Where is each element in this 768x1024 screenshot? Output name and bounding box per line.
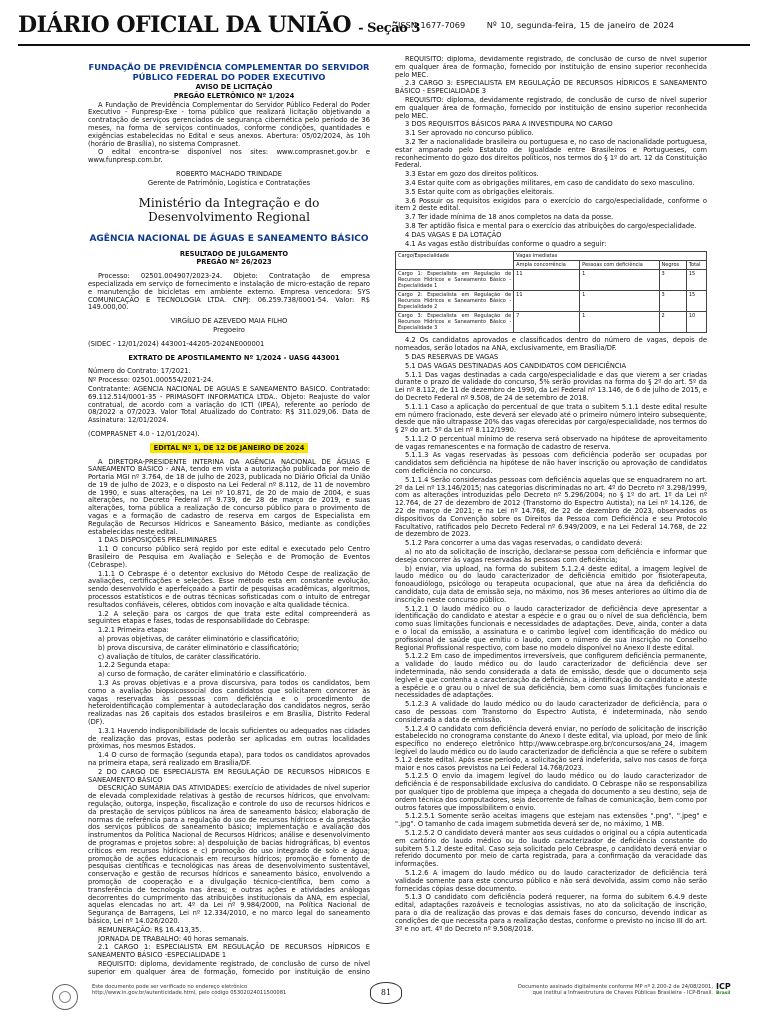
paragraph: 5.1.2.6 A imagem do laudo médico ou do laudo caracterizador de deficiência terá validade somente para este concurso público e não será devolvida, assim como não serão fornecidas cópias desse documento. [395,868,707,893]
paragraph: b) prova discursiva, de caráter eliminatório e classificatório; [98,643,300,652]
journal-name: DIÁRIO OFICIAL DA UNIÃO [18,12,352,38]
paragraph: 5.1.1.3 As vagas reservadas às pessoas com deficiência poderão ser ocupadas por candidatos sem deficiência na hipótese de não haver inscrição ou aprovação de candidatos com deficiência no concurso. [395,451,707,476]
paragraph: REQUISITO: diploma, devidamente registrado, de conclusão de curso de nível superior em qualquer área de formação, fornecido por instituição de ensino [88,959,370,976]
table-cell: 7 [514,312,580,333]
paragraph: 1.2.1 Primeira etapa: [98,626,169,635]
table-cell: 1 [580,270,659,291]
table-cell: 11 [514,291,580,312]
comprasnet-ref: (COMPRASNET 4.0 - 12/01/2024). [88,429,200,438]
table-header-cell: Cargo/Especialidade [396,252,514,270]
footer-line: Documento assinado digitalmente conforme MP nº 2.200-2 de 24/08/2001, [517,984,713,990]
issue-meta [398,20,692,30]
paragraph: 3.3 Estar em gozo dos direitos políticos. [405,170,539,179]
table-row [396,291,707,312]
edital-body [88,459,370,977]
footer-signature-note [495,984,713,997]
signer-role: Gerente de Patrimônio, Logística e Contratações [147,178,311,187]
funpresp-org-title: FUNDAÇÃO DE PREVIDÊNCIA COMPLEMENTAR DO SERVIDOR PÚBLICO FEDERAL DO PODER EXECUTIVO [88,62,370,82]
table-cell: 3 [659,270,686,291]
paragraph: 1 DAS DISPOSIÇÕES PRELIMINARES [98,536,217,545]
paragraph: 4.1 As vagas estão distribuídas conforme o quadro a seguir: [405,239,607,248]
table-cell: 15 [686,270,706,291]
paragraph: 5 DAS RESERVAS DE VAGAS [405,352,499,361]
paragraph: A DIRETORA-PRESIDENTE INTERINA DA AGÊNCIA NACIONAL DE ÁGUAS E SANEAMENTO BÁSICO - ANA, tendo em vista a autorização publicada por meio de Portaria MGI nº 3.764, de 18 de julho de 2023, publicada no Diário Oficial da União de 19 de julho de 2023, e o disposto na Lei Federal nº 8.112, de 11 de novembro de 1990, e suas alterações, na Lei nº 10.871, de 20 de maio de 2004, e suas alterações, no Decreto Federal nº 9.739, de 28 de março de 2019, e suas alterações, torna pública a realização de concurso público para o provimento de vagas e a formação de cadastro de reserva em cargos de Especialista em Regulação de Recursos Hídricos e Saneamento Básico, mediante as condições estabelecidas neste edital. [88,457,370,536]
paragraph: b) enviar, via upload, na forma do subitem 5.1.2.4 deste edital, a imagem legível de laudo médico ou do laudo caracterizador de deficiência emitido por fisioterapeuta, fonoaudiólogo, psicólogo ou terapeuta ocupacional, que atue na área da deficiência do candidato, cuja data de emissão seja, no máximo, nos 36 meses anteriores ao último dia de inscrição neste concurso público. [395,564,707,604]
paragraph: 3.2 Ter a nacionalidade brasileira ou portuguesa e, no caso de nacionalidade portuguesa, estar amparado pelo Estatuto de Igualdade entre Brasileiros e Portugueses, com reconhecimento do gozo dos direitos políticos, nos termos do § 1º do art. 12 da Constituição Federal. [395,137,707,170]
page-footer [0,980,768,1024]
header-rule [18,44,750,46]
paragraph: 5.1.2 Para concorrer a uma das vagas reservadas, o candidato deverá: [405,539,643,548]
paragraph: 1.2.2 Segunda etapa: [98,661,171,670]
paragraph: REMUNERAÇÃO: R$ 16.413,35. [98,925,202,934]
pregao-title: PREGÃO ELETRÔNICO Nº 1/2024 [173,91,295,100]
paragraph: 1.4 O curso de formação (segunda etapa), para todos os candidatos aprovados na primeira etapa, será realizado em Brasília/DF. [88,751,370,767]
table-header-cell: Total [686,261,706,270]
issn: ISSN 1677-7069 [398,20,466,30]
paragraph: 3.8 Ter aptidão física e mental para o exercício das atribuições do cargo/especialidade. [405,221,697,230]
paragraph: 5.1.1.4 Serão consideradas pessoas com deficiência aquelas que se enquadrarem no art. 2º da Lei nº 13.146/2015; nas categorias discriminadas no art. 4º do Decreto nº 3.298/1999, com as alterações introduzidas pelo Decreto nº 5.296/2004; no § 1º do art. 1º da Lei nº 12.764, de 27 de dezembro de 2012 (Transtorno do Espectro Autista); na Lei nº 14.126, de 22 de março de 2021; e na Lei nº 14.768, de 22 de dezembro de 2023, observados os dispositivos da Convenção sobre os Direitos da Pessoa com Deficiência e seu Protocolo Facultativo, ratificados pelo Decreto Federal nº 6.949/2009, e na Lei Federal 14.768, de 22 de dezembro de 2023. [395,475,707,539]
footer-line: que institui a Infraestrutura de Chaves Públicas Brasileira - ICP-Brasil. [532,990,713,997]
table-cell: 11 [514,270,580,291]
paragraph: 5.1.2.3 A validade do laudo médico ou do laudo caracterizador de deficiência, para o caso de pessoas com Transtorno do Espectro Autista, é indeterminada, não sendo considerada a data de emissão. [395,700,707,724]
table-row [396,312,707,333]
extrato-line: Número do Contrato: 17/2021. [88,367,191,376]
table-row [396,270,707,291]
ana-org-title: AGÊNCIA NACIONAL DE ÁGUAS E SANEAMENTO BÁSICO [89,233,369,244]
paragraph: 5.1.1 Das vagas destinadas a cada cargo/especialidade e das que vierem a ser criadas durante o prazo de validade do concurso, 5% serão providas na forma do § 2º do art. 5º da Lei nº 8.112, de 11 de dezembro de 1990, da Lei Federal nº 13.146, de 6 de julho de 2015, e do Decreto Federal nº 9.508, de 24 de setembro de 2018. [395,370,707,402]
issue-number-date: Nº 10, segunda-feira, 15 de janeiro de 2024 [486,20,674,30]
paragraph: 5.1.2.4 O candidato com deficiência deverá enviar, no período de solicitação de inscrição estabelecido no cronograma constante do Anexo I deste edital, via upload, por meio de link específico no endereço eletrônico http://www.cebraspe.org.br/concursos/ana_24, imagem legível do laudo médico ou do laudo caracterizador de deficiência a que se refere o subitem 5.1.2 deste edital. Após esse período, a solicitação será indeferida, salvo nos casos de força maior e nos casos previstos na Lei Federal 14.768/2023. [395,724,707,772]
table-cell: Cargo 3: Especialista em Regulação de Recursos Hídricos e Saneamento Básico - Especialidade 3 [396,312,514,333]
paragraph: 4.2 Os candidatos aprovados e classificados dentro do número de vagas, depois de nomeados, serão lotados na ANA, exclusivamente, em Brasília/DF. [395,336,707,353]
paragraph: REQUISITO: diploma, devidamente registrado, de conclusão de curso de nível superior em qualquer área de formação, fornecido por instituição de ensino superior reconhecida pelo MEC. [395,95,707,120]
ana-paragraph: Processo: 02501.004907/2023-24. Objeto: Contratação de empresa especializada em serviço de fornecimento e instalação de micro-estação de reparo e manutenção de bicicletas em ambiente externo. Empresa vencedora: SYS COMUNICAÇÃO E TECNOLOGIA LTDA. CNPJ: 06.259.738/0001-54. Valor: R$ 149.000,00. [88,272,370,312]
paragraph: 2.3 CARGO 3: ESPECIALISTA EM REGULAÇÃO DE RECURSOS HÍDRICOS E SANEAMENTO BÁSICO - ESPECIALIDADE 3 [395,79,707,96]
icp-text: ICP [716,982,731,991]
left-column [88,56,370,976]
paragraph: JORNADA DE TRABALHO: 40 horas semanais. [98,934,249,943]
pregao-title: PREGÃO Nº 26/2023 [196,258,272,267]
paragraph: a) curso de formação, de caráter eliminatório e classificatório. [98,670,307,679]
table-cell: Cargo 2: Especialista em Regulação de Recursos Hídricos e Saneamento Básico - Especialidade 2 [396,291,514,312]
paragraph: REQUISITO: diploma, devidamente registrado, de conclusão de curso de nível superior em qualquer área de formação, fornecido por instituição de ensino superior reconhecida pelo MEC. [395,56,707,79]
aviso-title: AVISO DE LICITAÇÃO [195,83,273,91]
table-header-cell: Negros [659,261,686,270]
table-header-cell: Ampla concorrência [514,261,580,270]
icp-brasil-logo-icon [716,982,731,996]
paragraph: 5.1.2.5 O envio da imagem legível do laudo médico ou do laudo caracterizador de deficiência é de responsabilidade exclusiva do candidato. O Cebraspe não se responsabiliza por qualquer tipo de problema que impeça a chegada do documento a seu destino, seja de ordem técnica dos computadores, seja decorrente de falhas de comunicação, bem como por outros fatores que impossibilitem o envio. [395,772,707,812]
paragraph: 1.2 A seleção para os cargos de que trata este edital compreenderá as seguintes etapas e fases, todas de responsabilidade do Cebraspe: [88,609,370,626]
extrato-line: Nº Processo: 02501.000554/2021-24. [88,376,214,385]
paragraph: 4 DAS VAGAS E DA LOTAÇÃO [405,230,502,239]
signer-name: VIRGÍLIO DE AZEVEDO MAIA FILHO [170,317,288,326]
ministry-title: Ministério da Integração e do Desenvolvimento Regional [138,195,320,224]
signer-role: Pregoeiro [213,325,245,334]
funpresp-paragraph: A Fundação de Previdência Complementar do Servidor Público Federal do Poder Executivo - Funpresp-Exe - torna público que realizará licitação objetivando a contratação de serviços gerenciados de segurança cibernética pelo período de 36 meses, na forma de serviços continuados, conforme condições, quantidades e exigências estabelecidas no Edital e seus anexos. Abertura: 05/02/2024, às 10h (horário de Brasília), no sistema Comprasnet. [88,100,370,148]
paragraph: 5.1.3 O candidato com deficiência poderá requerer, na forma do subitem 6.4.9 deste edital, adaptações razoáveis e tecnologias assistivas, no ato da solicitação de inscrição, para o dia de realização das provas e das demais fases do concurso, devendo indicar as condições de que necessita para a realização destas, conforme o previsto no inciso III do art. 3º e no art. 4º do Decreto nº 9.508/2018. [395,893,707,933]
table-header-cell: Pessoas com deficiência [580,261,659,270]
edital-body-continued [395,56,707,248]
resultado-title: RESULTADO DE JULGAMENTO [179,249,289,258]
table-header-row [396,252,707,261]
paragraph: DESCRIÇÃO SUMÁRIA DAS ATIVIDADES: exercício de atividades de nível superior de elevada complexidade relativas à gestão de recursos hídricos, que envolvam: regulação, outorga, inspeção, fiscalização e controle do uso de recursos hídricos e da prestação de serviços públicos na área de saneamento básico; elaboração de normas de referência para a regulação do uso de recursos hídricos e da prestação dos serviços públicos de saneamento básico; implementação e avaliação dos instrumentos da Política Nacional de Recursos Hídricos; análise e desenvolvimento de programas e projetos sobre: a) despoluição de bacias hidrográficas, b) eventos críticos em recursos hídricos e c) promoção do uso integrado de solo e água; promoção de ações educacionais em recursos hídricos; promoção e fomento de pesquisas científicas e tecnológicas nas áreas de desenvolvimento sustentável, conservação e gestão de recursos hídricos e saneamento básico, envolvendo a promoção de cooperação e a divulgação técnico-científica, bem como a transferência de tecnologia nas áreas; e outras ações e atividades análogas decorrentes do cumprimento das atribuições institucionais da ANA, em especial, aquelas elencadas no art. 4º da Lei nº 9.984/2000, na Política Nacional de Segurança de Barragens, Lei nº 12.334/2010, e no marco legal do saneamento básico, Lei nº 14.026/2020. [88,784,370,925]
sidec-ref: (SIDEC - 12/01/2024) 443001-44205-2024NE000001 [88,339,265,348]
paragraph: 1.1 O concurso público será regido por este edital e executado pelo Centro Brasileiro de Pesquisa em Avaliação e Seleção e de Promoção de Eventos (Cebraspe). [88,545,370,569]
section-label: - Seção 3 [358,21,420,36]
paragraph: a) no ato da solicitação de inscrição, declarar-se pessoa com deficiência e informar que deseja concorrer às vagas reservadas às pessoas com deficiência; [395,548,707,564]
paragraph: 5.1.2.5.2 O candidato deverá manter aos seus cuidados o original ou a cópia autenticada em cartório do laudo médico ou do laudo caracterizador de deficiência constante do subitem 5.1.2 deste edital. Caso seja solicitado pelo Cebraspe, o candidato deverá enviar o referido documento por meio de carta registrada, para a confirmação da veracidade das informações. [395,828,707,869]
paragraph: 3.5 Estar quite com as obrigações eleitorais. [405,187,555,196]
paragraph: 2.1 CARGO 1: ESPECIALISTA EM REGULAÇÃO DE RECURSOS HÍDRICOS E SANEAMENTO BÁSICO -ESPECIALIDADE 1 [88,943,370,960]
edital-body-continued [395,337,707,933]
paragraph: 1.1.1 O Cebraspe é o detentor exclusivo do Método Cespe de realização de avaliações, certificações e seleções. Esse método esta em constante evolução, sendo desenvolvido e aperfeiçoado a partir de pesquisas acadêmicas, algoritmos, processos estatísticos e de outras técnicas sofisticadas com o intuito de entregar resultados confiáveis, céleres, obtidos com inovação e alta qualidade técnica. [88,569,370,609]
signer-name: ROBERTO MACHADO TRINDADE [175,169,283,178]
table-cell: 3 [659,291,686,312]
paragraph: 1.3 As provas objetivas e a prova discursiva, para todos os candidatos, bem como a avaliação biopsicossocial dos candidatos que solicitarem concorrer às vagas reservadas às pessoas com deficiência e o procedimento de heteroidentificação complementar à autodeclaração dos candidatos negros, serão realizadas nas 26 capitais dos estados brasileiros e em Brasília, Distrito Federal (DF). [88,679,370,726]
paragraph: a) provas objetivas, de caráter eliminatório e classificatório; [98,635,300,644]
extrato-title: EXTRATO DE APOSTILAMENTO Nº 1/2024 - UASG 443001 [128,353,340,362]
paragraph: 2 DO CARGO DE ESPECIALISTA EM REGULAÇÃO DE RECURSOS HÍDRICOS E SANEAMENTO BÁSICO [88,767,370,784]
page-header [0,0,768,56]
footer-line: Este documento pode ser verificado no endereço eletrônico [92,984,248,990]
paragraph: 5.1.2.2 Em caso de impedimentos irreversíveis, que configurem deficiência permanente, a validade do laudo médico ou do laudo caracterizador de deficiência deve ser indeterminada, não sendo considerada a data de emissão, desde que o documento seja legível e que contenha a caracterização da deficiência, a identificação do candidato e ateste a espécie e o grau ou o nível de sua deficiência, bem como suas limitações funcionais e necessidades de adaptações. [395,652,707,700]
footer-line: http://www.in.gov.br/autenticidade.html, pelo código 05302024011500081 [92,990,287,997]
paragraph: 5.1 DAS VAGAS DESTINADAS AOS CANDIDATOS COM DEFICIÊNCIA [405,361,627,370]
paragraph: 3.1 Ser aprovado no concurso público. [405,129,534,138]
paragraph: 5.1.2.5.1 Somente serão aceitas imagens que estejam nas extensões ".png", ".jpeg" e ".jpg". O tamanho de cada imagem submetida deverá ser de, no máximo, 1 MB. [395,812,707,829]
table-cell: 1 [580,291,659,312]
paragraph: 5.1.1.2 O percentual mínimo de reserva será observado na hipótese de aproveitamento de vagas remanescentes e na formação de cadastro de reserva. [395,434,707,451]
paragraph: 3 DOS REQUISITOS BÁSICOS PARA A INVESTIDURA NO CARGO [405,120,613,129]
edital-title-highlight: EDITAL Nº 1, DE 12 DE JANEIRO DE 2024 [150,443,309,453]
table-cell: 15 [686,291,706,312]
paragraph: c) avaliação de títulos, de caráter classificatório. [98,652,261,661]
table-cell: 10 [686,312,706,333]
paragraph: 3.7 Ter idade mínima de 18 anos completos na data da posse. [405,213,614,222]
page-number: 81 [370,982,402,1004]
republic-seal-icon [52,984,78,1010]
footer-verification [92,984,286,997]
paragraph: 3.6 Possuir os requisitos exigidos para o exercício do cargo/especialidade, conforme o item 2 deste edital. [395,196,707,213]
table-cell: Cargo 1: Especialista em Regulação de Recursos Hídricos e Saneamento Básico - Especialidade 1 [396,270,514,291]
icp-sub-text: Brasil [716,991,731,996]
funpresp-paragraph: O edital encontra-se disponível nos sites: www.comprasnet.gov.br e www.funpresp.com.br. [88,148,370,165]
table-cell: 1 [580,312,659,333]
paragraph: 1.3.1 Havendo indisponibilidade de locais suficientes ou adequados nas cidades de realização das provas, estas poderão ser aplicadas em outras localidades próximas, nos mesmos Estados. [88,726,370,751]
table-header-cell: Vagas imediatas [514,252,707,261]
vagas-table [395,251,707,333]
journal-title [18,12,420,38]
paragraph: 5.1.2.1 O laudo médico ou o laudo caracterizador de deficiência deve apresentar a identificação do candidato e atestar a espécie e o grau ou o nível de sua deficiência, bem como suas limitações funcionais e necessidades de adaptações. Deve, ainda, conter a data e o local da emissão, a assinatura e o carimbo legível com identificação do médico ou profissional de saúde que emitiu o laudo, com o número de sua inscrição no Conselho Regional Profissional respectivo, com base no modelo disponível no Anexo II deste edital. [395,604,707,652]
paragraph: 3.4 Estar quite com as obrigações militares, em caso de candidato do sexo masculino. [405,178,695,187]
table-cell: 2 [659,312,686,333]
paragraph: 5.1.1.1 Caso a aplicação do percentual de que trata o subitem 5.1.1 deste edital resulte em número fracionado, este deverá ser elevado até o primeiro número inteiro subsequente, desde que não ultrapasse 20% das vagas oferecidas por cargo/especialidade, nos termos do § 2º do art. 5º da Lei nº 8.112/1990. [395,402,707,435]
extrato-line: Contratante: AGENCIA NACIONAL DE AGUAS E SANEAMENTO BASICO. Contratado: 69.112.514/0001-35 - PRIMASOFT INFORMATICA LTDA.. Objeto: Reajuste do valor contratual, de acordo com a variação do ICTI (IPEA), referente ao período de 08/2022 a 07/2023. Valor Total Atualizado do Contrato: R$ 311.029,06. Data de Assinatura: 12/01/2024. [88,384,370,425]
right-column [395,56,707,976]
